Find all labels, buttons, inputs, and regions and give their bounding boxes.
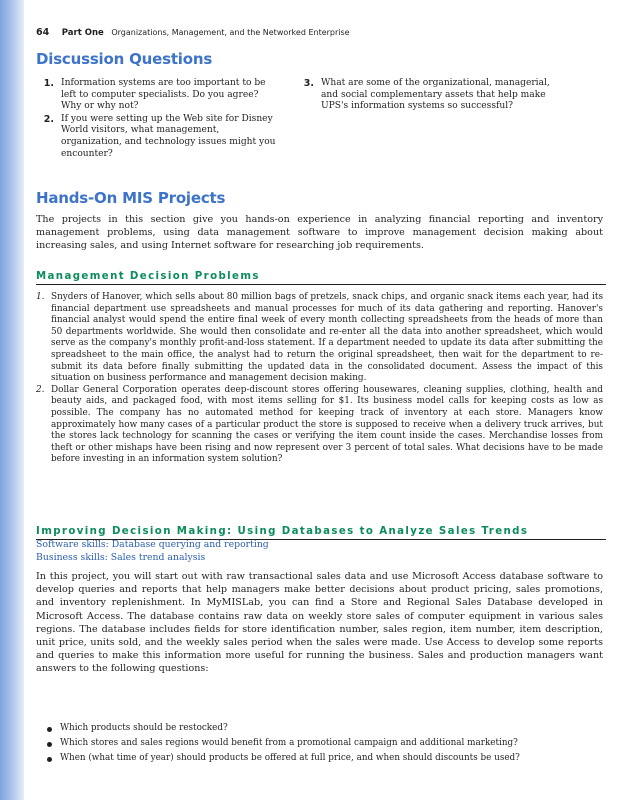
question-text: If you were setting up the Web site for Disney World visitors, what management, organization, and technology issues might you encounter? (61, 113, 276, 159)
mdp-heading: Management Decision Problems (36, 271, 260, 282)
page-edge-gradient (0, 0, 24, 800)
item-number: 1. (36, 292, 45, 302)
item-number: 2. (36, 384, 45, 395)
question-number: 3. (303, 78, 314, 89)
bullet-item: Which stores and sales regions would benefit from a promotional campaign and additional marketing? (36, 736, 603, 751)
item-text: Dollar General Corporation operates deep-discount stores offering housewares, cleaning supplies, clothing, health and beauty aids, and packaged food, with most items selling for $1. Its business model calls for keeping costs as low as possible. The company has no automated method for keeping track of inventory at each store. Managers know approximately how many cases of a particular product the store is supposed to receive when a delivery truck arrives, but the stores lack technology for scanning the cases or verifying the item count inside the cases. Merchandise losses from theft or other mishaps have been rising and now represent over 3 percent of total sales. What decisions have to be made before investing in an information system solution? (51, 384, 603, 465)
part-title: Organizations, Management, and the Networked Enterprise (111, 28, 350, 37)
question-text: Information systems are too important to be left to computer specialists. Do you agree? Why or why not? (61, 78, 266, 112)
page-number: 64 (36, 27, 50, 38)
bullet-item: When (what time of year) should products be offered at full price, and when should discounts be used? (36, 751, 603, 766)
bullet-item: Which products should be restocked? (36, 721, 603, 736)
discussion-question (296, 78, 558, 113)
question-text: What are some of the organizational, managerial, and social complementary assets that help make UPS's information systems so successful? (321, 78, 550, 112)
mdp-list (36, 292, 603, 466)
idm-paragraph: In this project, you will start out with raw transactional sales data and use Microsoft Access database software to develop queries and reports that help managers make better decisions about product pricing, sales promotions, and inventory replenishment. In MyMISLab, you can find a Store and Regional Sales Database developed in Microsoft Access. The database contains raw data on weekly store sales of computer equipment in various sales regions. The database includes fields for store identification number, sales region, item number, item description, unit price, units sold, and the weekly sales period when the sales were made. Use Access to develop some reports and queries to make this information more useful for running the business. Sales and production managers want answers to the following questions: (36, 571, 603, 675)
business-skills: Business skills: Sales trend analysis (36, 551, 206, 563)
part-label: Part One (61, 28, 104, 38)
software-skills: Software skills: Database querying and reporting (36, 539, 269, 550)
discussion-questions-heading: Discussion Questions (36, 50, 213, 68)
question-number: 2. (43, 113, 54, 125)
mdp-item (36, 292, 603, 385)
discussion-column-right (296, 78, 558, 114)
hands-on-intro: The projects in this section give you hands-on experience in analyzing financial reporting and inventory management problems, using data management software to improve management decision making about increasing sales, and using Internet software for researching job requirements. (36, 214, 603, 252)
item-text: Snyders of Hanover, which sells about 80 million bags of pretzels, snack chips, and organic snack items each year, had its financial department use spreadsheets and manual processes for much of its data gathering and reporting. Hanover's financial analyst would spend the entire final week of every month collecting spreadsheets from the heads of more than 50 departments worldwide. She would then consolidate and re-enter all the data into another spreadsheet, which would serve as the company's monthly profit-and-loss statement. If a department needed to update its data after submitting the spreadsheet to the main office, the analyst had to return the original spreadsheet, then wait for the department to re-submit its data before finally submitting the updated data in the consolidated document. Assess the impact of this situation on business performance and management decision making. (51, 292, 603, 384)
question-bullets (36, 721, 603, 767)
discussion-question (36, 114, 281, 160)
mdp-item (36, 385, 603, 466)
skills-block (36, 539, 269, 564)
question-number: 1. (43, 78, 54, 89)
idm-heading-bar (36, 519, 606, 540)
idm-heading: Improving Decision Making: Using Databases to Analyze Sales Trends (36, 526, 529, 537)
hands-on-heading: Hands-On MIS Projects (36, 189, 226, 207)
mdp-heading-bar (36, 264, 606, 285)
running-header (36, 27, 350, 38)
discussion-question (36, 78, 281, 113)
discussion-column-left (36, 78, 281, 161)
